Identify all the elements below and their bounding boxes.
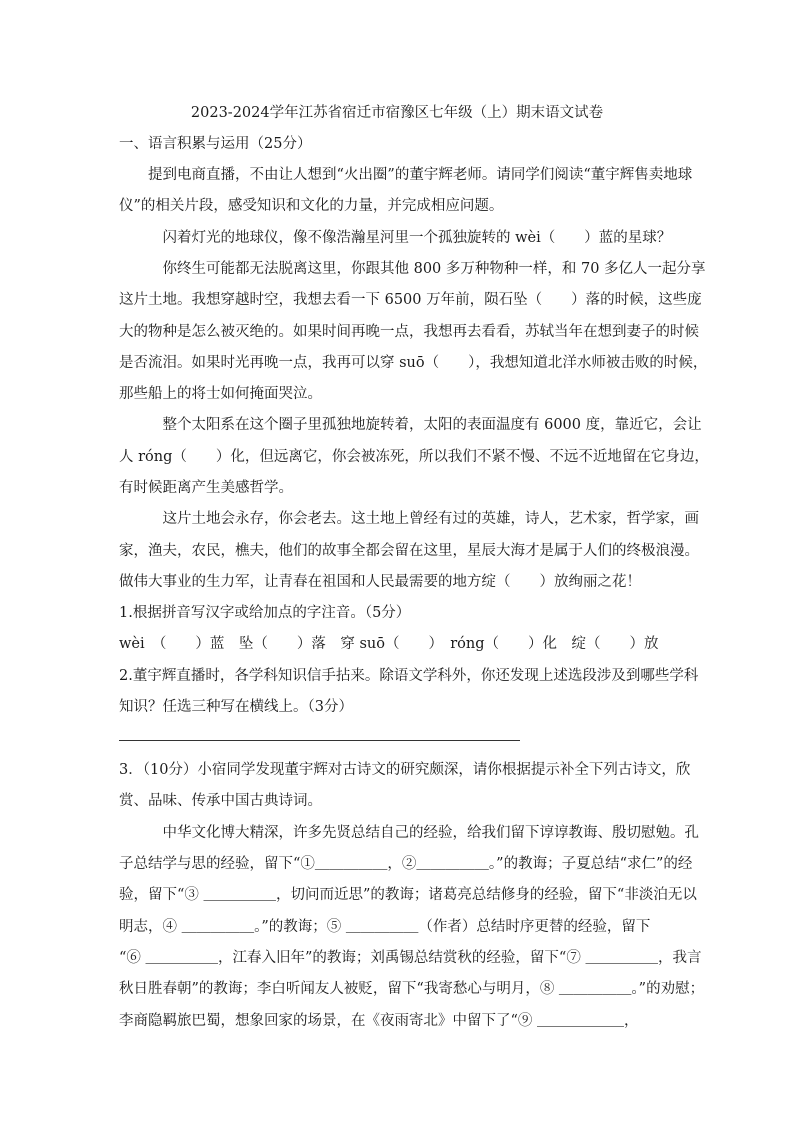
question-2: 2.董宇辉直播时，各学科知识信手拈来。除语文学科外，你还发现上述选段涉及到哪些学科 xyxy=(119,668,699,684)
exam-title: 2023-2024学年江苏省宿迁市宿豫区七年级（上）期末语文试卷 xyxy=(190,105,604,121)
text-line: 闪着灯光的地球仪，像不像浩瀚星河里一个孤独旋转的 wèi（ ）蓝的星球？ xyxy=(119,230,672,246)
text-line: 中华文化博大精深，许多先贤总结自己的经验，给我们留下谆谆教诲、殷切慰勉。孔 xyxy=(119,825,699,841)
text-line: 是否流泪。如果时光再晚一点，我再可以穿 suō（ ），我想知道北洋水师被击败的时候， xyxy=(119,355,708,371)
question-3: 3．（10分）小宿同学发现董宇辉对古诗文的研究颇深，请你根据提示补全下列古诗文，欣 xyxy=(119,762,691,778)
text-line: 有时候距离产生美感哲学。 xyxy=(119,480,293,496)
text-line: 大的物种是怎么被灭绝的。如果时间再晚一点，我想再去看看，苏轼当年在想到妻子的时候 xyxy=(119,324,699,340)
text-line: 做伟大事业的生力军，让青春在祖国和人民最需要的地方绽（ ）放绚丽之花！ xyxy=(119,574,641,590)
text-line: 你终生可能都无法脱离这里，你跟其他 800 多万种物种一样，和 70 多亿人一起分享 xyxy=(119,261,706,277)
text-line: 家，渔夫，农民，樵夫，他们的故事全都会留在这里，星辰大海才是属于人们的终极浪漫。 xyxy=(119,543,699,559)
text-line: 李商隐羁旅巴蜀，想象回家的场景，在《夜雨寄北》中留下了“⑨ ＿＿＿＿＿＿， xyxy=(119,1013,639,1029)
section-heading: 一、语言积累与运用（25分） xyxy=(119,136,312,152)
text-line: 验，留下“③ ＿＿＿＿＿，切问而近思”的教诲；诸葛亮总结修身的经验，留下“非淡泊无以 xyxy=(119,887,697,903)
text-line: “⑥ ＿＿＿＿＿，江春入旧年”的教诲；刘禹锡总结赏秋的经验，留下“⑦ ＿＿＿＿＿，我言 xyxy=(119,950,702,966)
text-line: 明志，④ ＿＿＿＿＿。”的教诲；⑤ ＿＿＿＿＿（作者）总结时序更替的经验，留下 xyxy=(119,919,651,935)
answer-blanks: wèi （ ）蓝 坠（ ）落 穿 suō（ ） róng（ ）化 绽（ ）放 xyxy=(119,636,659,652)
text-line: 这片土地。我想穿越时空，我想去看一下 6500 万年前，陨石坠（ ）落的时候，这些庞 xyxy=(119,292,702,308)
text-line: 那些船上的将士如何掩面哭泣。 xyxy=(119,386,322,402)
text-line: 赏、品味、传承中国古典诗词。 xyxy=(119,793,322,809)
text-line: 知识？任选三种写在横线上。（3分） xyxy=(119,699,353,715)
text-line: 秋日胜春朝”的教诲；李白听闻友人被贬，留下“我寄愁心与明月，⑧ ＿＿＿＿＿。”的劝慰； xyxy=(119,981,705,997)
text-line: 提到电商直播，不由让人想到“火出圈”的董宇辉老师。请同学们阅读“董宇辉售卖地球 xyxy=(119,167,693,183)
text-line: 仪”的相关片段，感受知识和文化的力量，并完成相应问题。 xyxy=(119,198,504,214)
text-line: 子总结学与思的经验，留下“①＿＿＿＿＿，②＿＿＿＿＿。”的教诲；子夏总结“求仁”的经 xyxy=(119,856,693,872)
answer-line xyxy=(119,740,520,741)
text-line: 整个太阳系在这个圈子里孤独地旋转着，太阳的表面温度有 6000 度，靠近它，会让 xyxy=(119,417,702,433)
text-line: 人 róng（ ）化，但远离它，你会被冻死，所以我们不紧不慢、不远不近地留在它身边， xyxy=(119,449,709,465)
question-1: 1.根据拼音写汉字或给加点的字注音。（5分） xyxy=(119,605,411,621)
text-line: 这片土地会永存，你会老去。这土地上曾经有过的英雄，诗人，艺术家，哲学家，画 xyxy=(119,511,699,527)
